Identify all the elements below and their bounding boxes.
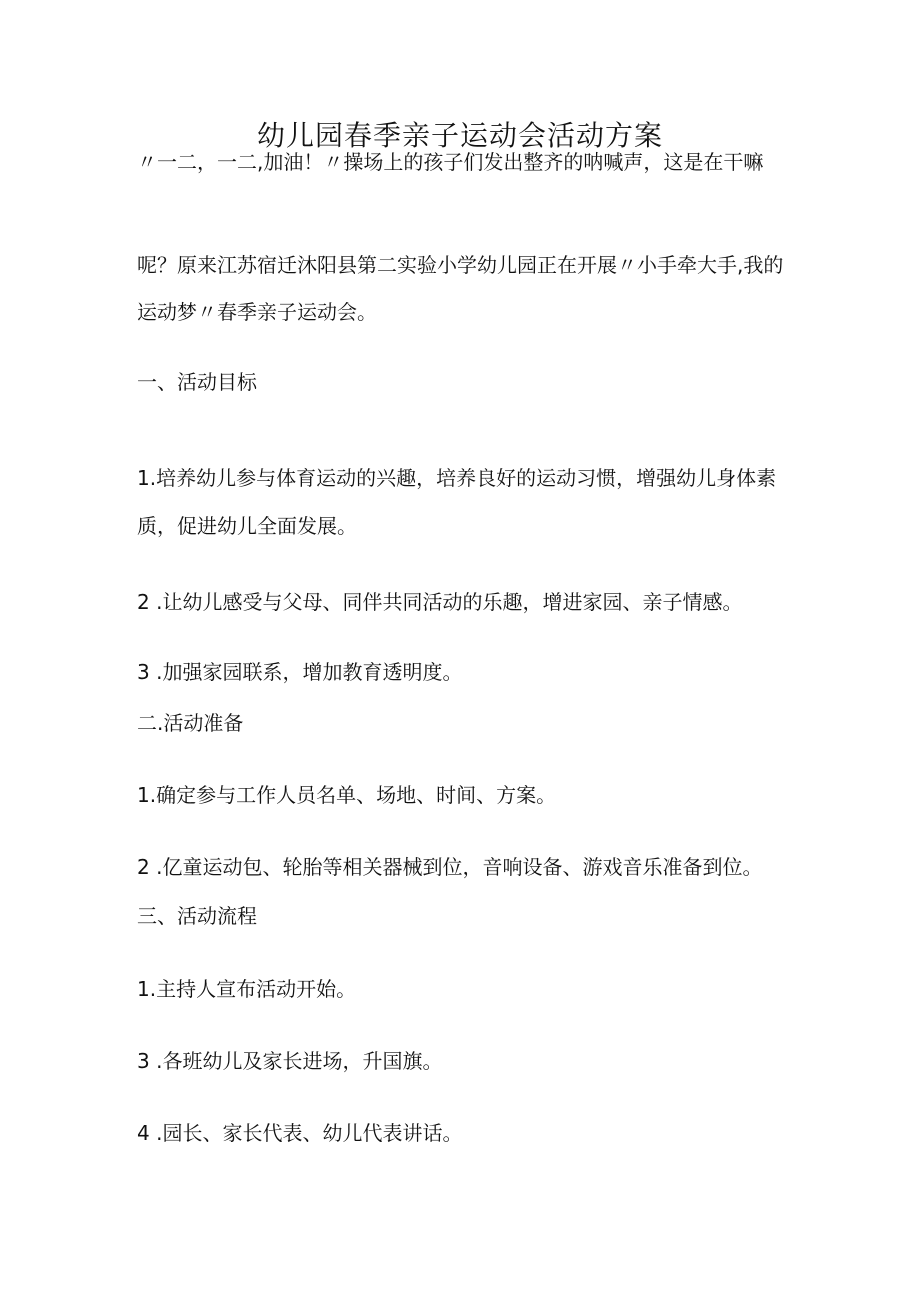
preparation-item-2: 2 .亿童运动包、轮胎等相关器械到位，音响设备、游戏音乐准备到位。 <box>137 855 763 879</box>
goal-item-1-line-1: 1.培养幼儿参与体育运动的兴趣，培养良好的运动习惯，增强幼儿身体素 <box>137 466 777 490</box>
goal-item-2: 2 .让幼儿感受与父母、同伴共同活动的乐趣，增进家园、亲子情感。 <box>137 590 743 614</box>
section-heading-preparation: 二.活动准备 <box>137 711 244 735</box>
process-item-1: 1.主持人宣布活动开始。 <box>137 977 357 1001</box>
intro-line-1: 〃一二，一二,加油！〃操场上的孩子们发出整齐的呐喊声，这是在干嘛 <box>137 150 764 174</box>
section-heading-process: 三、活动流程 <box>137 904 257 928</box>
goal-item-3: 3 .加强家园联系，增加教育透明度。 <box>137 660 463 684</box>
intro-line-2: 呢？原来江苏宿迁沐阳县第二实验小学幼儿园正在开展〃小手牵大手,我的 <box>137 253 784 277</box>
goal-item-1-line-2: 质，促进幼儿全面发展。 <box>137 514 357 538</box>
process-item-2: 3 .各班幼儿及家长进场，升国旗。 <box>137 1049 443 1073</box>
preparation-item-1: 1.确定参与工作人员名单、场地、时间、方案。 <box>137 783 557 807</box>
process-item-3: 4 .园长、家长代表、幼儿代表讲话。 <box>137 1121 463 1145</box>
document-title: 幼儿园春季亲子运动会活动方案 <box>256 119 663 152</box>
section-heading-goals: 一、活动目标 <box>137 370 257 394</box>
intro-line-3: 运动梦〃春季亲子运动会。 <box>137 300 377 324</box>
